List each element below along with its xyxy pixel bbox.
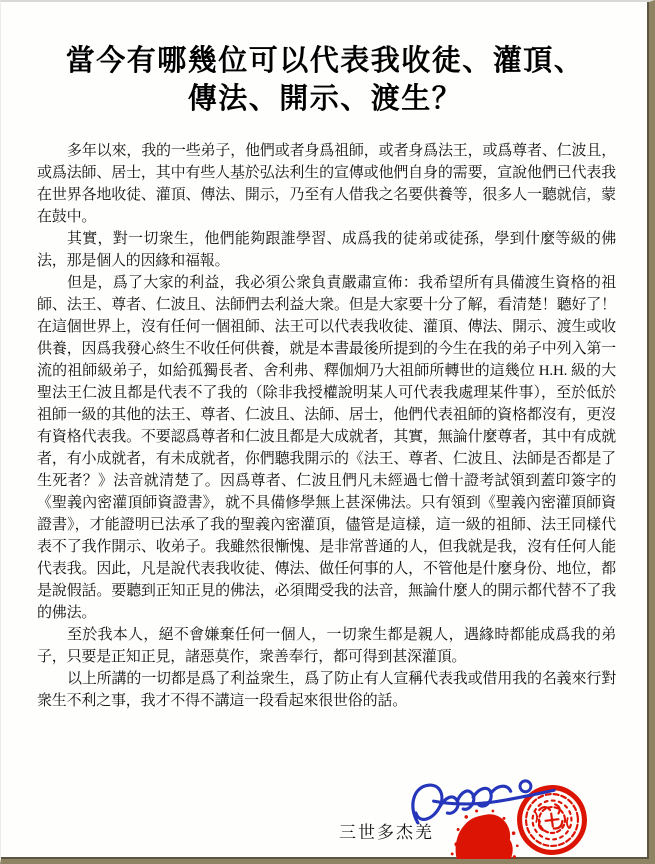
- paragraph-3: 但是，爲了大家的利益，我必須公衆負責嚴肅宣佈：我希望所有具備渡生資格的祖師、法王、尊者、仁波且、法師們去利益大衆。但是大家要十分了解，看清楚！聽好了！在這個世界上，沒有任何一個祖師、法王可以代表我收徒、灌頂、傳法、開示、渡生或收供養，因爲我發心終生不收任何供養，就是本書最後所提到的今生在我的弟子中列入第一流的祖師級弟子，如給孤獨長者、舍利弗、釋伽炯乃大祖師所轉世的這幾位 H.H. 級的大聖法王仁波且都是代表不了我的（除非我授權說明某人可代表我處理某件事），至於低於祖師一級的其他的法王、尊者、仁波且、法師、居士，他們代表祖師的資格都沒有，更沒有資格代表我。不要認爲尊者和仁波且都是大成就者，其實，無論什麼尊者，其中有成就者，有小成就者，有未成就者，你們聽我開示的《法王、尊者、仁波且、法師是否都是了生死者？》法音就清楚了。因爲尊者、仁波且們凡未經過七僧十證考試領到蓋印簽字的《聖義內密灌頂師資證書》，就不具備修學無上甚深佛法。只有領到《聖義內密灌頂師資證書》，才能證明已法承了我的聖義內密灌頂，儘管是這樣，這一級的祖師、法王同樣代表不了我作開示、收弟子。我雖然很慚愧、是非常普通的人，但我就是我，沒有任何人能代表我。因此，凡是說代表我收徒、傳法、做任何事的人，不管他是什麼身份、地位，都是說假話。要聽到正知正見的佛法，必須聞受我的法音，無論什麼人的開示都代替不了我的佛法。: [37, 275, 616, 621]
- paragraph-1: 多年以來，我的一些弟子，他們或者身爲祖師，或者身爲法王，或爲尊者、仁波且，或爲法師、居士，其中有些人基於弘法利生的宣傳或他們自身的需要，宣說他們已代表我在世界各地收徒、灌頂、傳法、開示，乃至有人借我之名要供養等，很多人一聽就信，蒙在鼓中。: [37, 143, 616, 225]
- title-line-2: 傳法、開示、渡生？: [187, 83, 463, 115]
- page: [1, 42, 649, 864]
- signature-name: 三世多杰羌: [339, 823, 434, 842]
- document-title: [29, 42, 621, 118]
- document-body: [37, 140, 616, 712]
- handwritten-signature: [404, 775, 562, 845]
- paragraph-5: 以上所講的一切都是爲了利益衆生，爲了防止有人宣稱代表我或借用我的名義來行對衆生不利之事，我才不得不講這一段看起來很世俗的話。: [37, 671, 616, 709]
- paragraph-2: 其實，對一切衆生，他們能夠跟誰學習、成爲我的徒弟或徒孫，學到什麼等級的佛法，那是個人的因緣和福報。: [37, 231, 616, 269]
- paragraph-4: 至於我本人，絕不會嫌棄任何一個人，一切衆生都是親人，遇緣時都能成爲我的弟子，只要是正知正見，諸惡莫作，衆善奉行，都可得到甚深灌頂。: [37, 627, 616, 665]
- title-line-1: 當今有哪幾位可以代表我收徒、灌頂、: [65, 45, 585, 77]
